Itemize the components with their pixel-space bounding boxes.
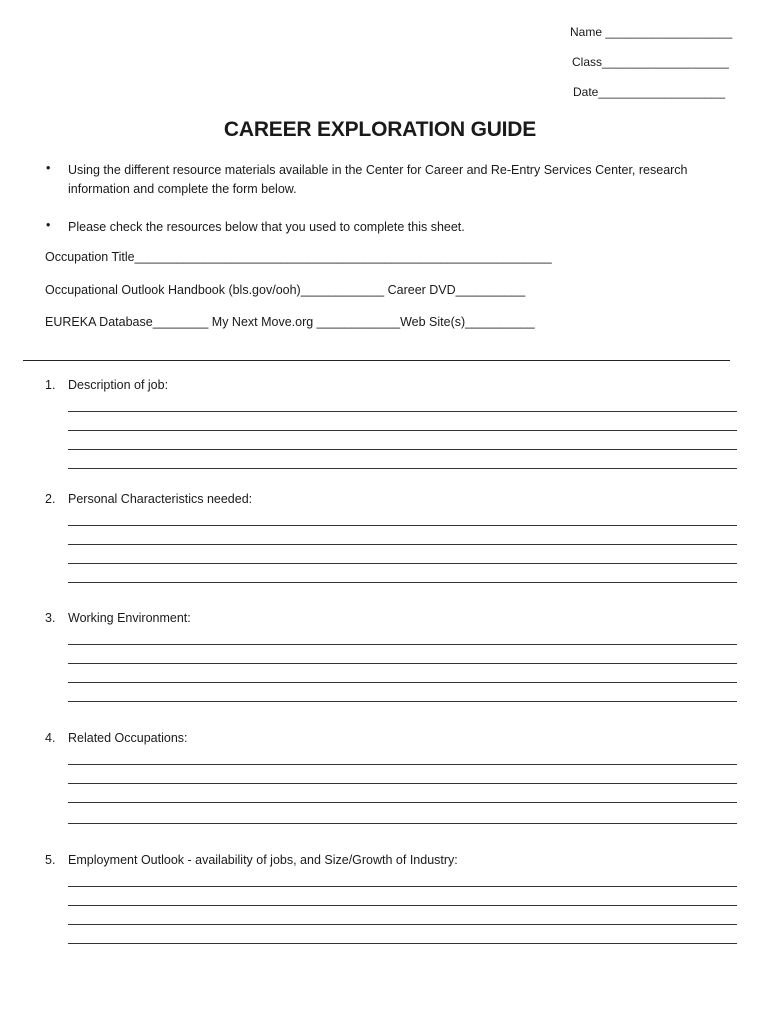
question-number: 1. — [45, 378, 56, 392]
answer-line[interactable] — [68, 764, 737, 765]
answer-line[interactable] — [68, 924, 737, 925]
occupation-title-field[interactable]: Occupation Title____________________________________________________________ — [45, 250, 552, 264]
answer-line[interactable] — [68, 886, 737, 887]
answer-line[interactable] — [68, 663, 737, 664]
question-number: 5. — [45, 853, 56, 867]
answer-line[interactable] — [68, 430, 737, 431]
answer-line[interactable] — [68, 644, 737, 645]
answer-line[interactable] — [68, 449, 737, 450]
handbook-resource-field[interactable]: Occupational Outlook Handbook (bls.gov/ooh)____________ Career DVD__________ — [45, 283, 526, 297]
answer-line[interactable] — [68, 802, 737, 803]
page-title: CAREER EXPLORATION GUIDE — [223, 118, 537, 141]
database-resource-field[interactable]: EUREKA Database________ My Next Move.org ____________Web Site(s)__________ — [45, 315, 535, 329]
answer-line[interactable] — [68, 682, 737, 683]
answer-line[interactable] — [68, 411, 737, 412]
answer-line[interactable] — [68, 701, 737, 702]
question-number: 2. — [45, 492, 56, 506]
class-field[interactable]: Class___________________ — [572, 55, 729, 69]
section-divider — [23, 360, 730, 361]
question-label-related-occupations: Related Occupations: — [68, 731, 188, 745]
question-number: 4. — [45, 731, 56, 745]
answer-line[interactable] — [68, 525, 737, 526]
answer-line[interactable] — [68, 943, 737, 944]
date-field[interactable]: Date___________________ — [573, 85, 726, 99]
question-label-characteristics: Personal Characteristics needed: — [68, 492, 253, 506]
bullet-icon: • — [46, 161, 51, 175]
answer-line[interactable] — [68, 544, 737, 545]
answer-line[interactable] — [68, 823, 737, 824]
name-field[interactable]: Name ___________________ — [570, 25, 733, 39]
instruction-text: Please check the resources below that you used to complete this sheet. — [68, 220, 465, 234]
bullet-icon: • — [46, 218, 51, 232]
answer-line[interactable] — [68, 905, 737, 906]
answer-line[interactable] — [68, 563, 737, 564]
question-number: 3. — [45, 611, 56, 625]
question-label-environment: Working Environment: — [68, 611, 191, 625]
question-label-description: Description of job: — [68, 378, 169, 392]
question-label-employment-outlook: Employment Outlook - availability of jobs, and Size/Growth of Industry: — [68, 853, 458, 867]
instruction-text: Using the different resource materials available in the Center for Career and Re-Entry Services Center, research information and complete the form below. — [68, 163, 688, 196]
answer-line[interactable] — [68, 783, 737, 784]
answer-line[interactable] — [68, 582, 737, 583]
answer-line[interactable] — [68, 468, 737, 469]
